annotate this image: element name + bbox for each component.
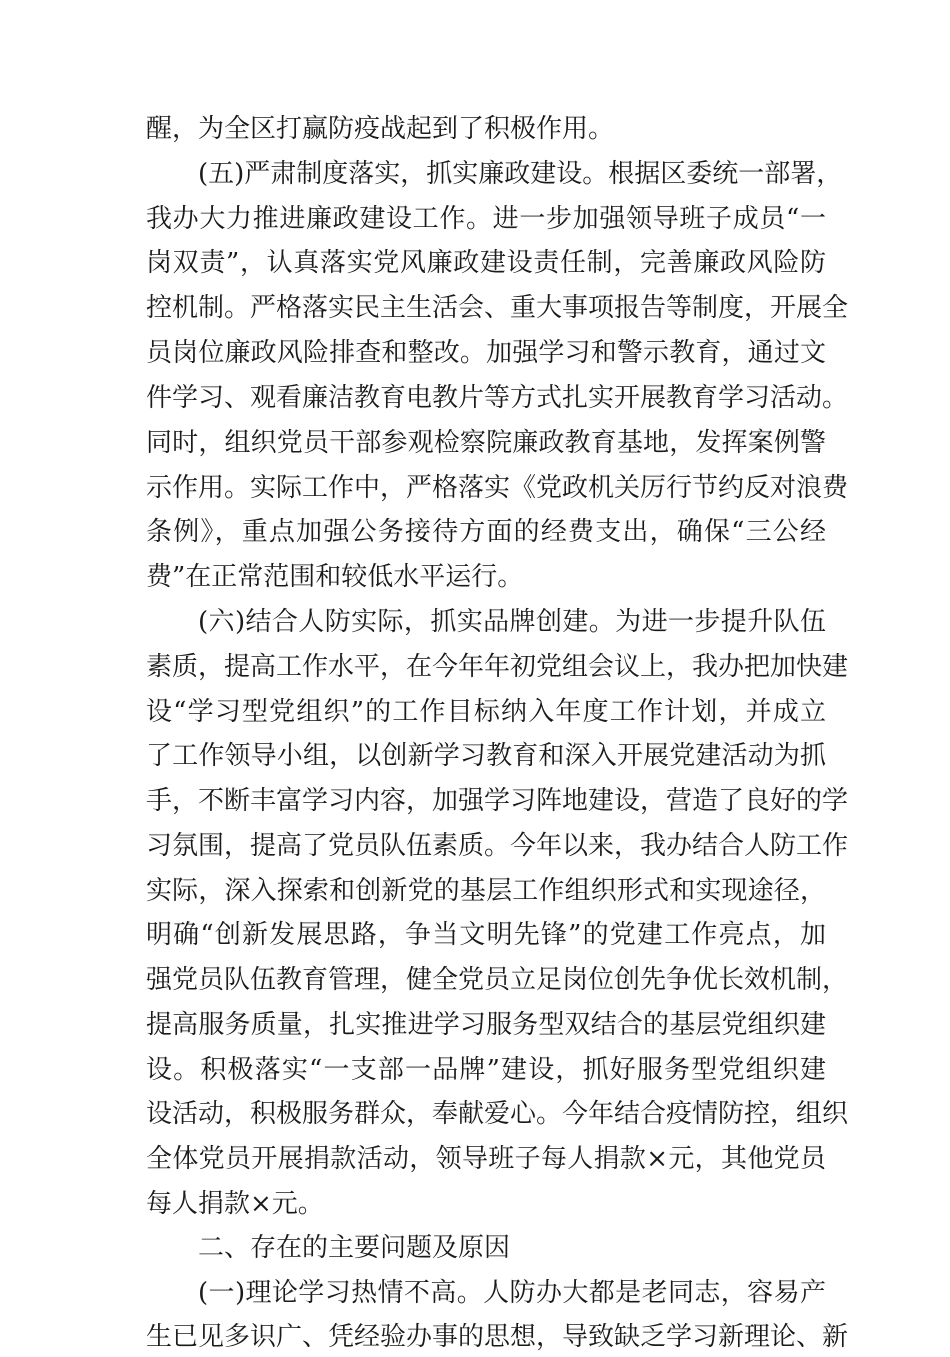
text-line: 提高服务质量，扎实推进学习服务型双结合的基层党组织建: [146, 1010, 826, 1040]
text-line: 示作用。实际工作中，严格落实《党政机关厉行节约反对浪费: [146, 473, 849, 503]
text-line: 醒，为全区打赢防疫战起到了积极作用。: [146, 114, 615, 144]
text-line: 岗双责”，认真落实党风廉政建设责任制，完善廉政风险防: [146, 248, 826, 278]
section-heading-6: (六)结合人防实际，抓实品牌创建。为进一步提升队伍: [198, 607, 826, 637]
text-line: 件学习、观看廉洁教育电教片等方式扎实开展教育学习活动。: [146, 383, 849, 413]
text-line: 明确“创新发展思路，争当文明先锋”的党建工作亮点，加: [146, 920, 826, 950]
text-line: 员岗位廉政风险排查和整改。加强学习和警示教育，通过文: [146, 338, 826, 368]
text-line: 实际，深入探索和创新党的基层工作组织形式和实现途径，: [146, 876, 826, 906]
text-line: 设活动，积极服务群众，奉献爱心。今年结合疫情防控，组织: [146, 1099, 849, 1129]
text-line: 生已见多识广、凭经验办事的思想，导致缺乏学习新理论、新: [146, 1322, 849, 1352]
subsection-heading-1: (一)理论学习热情不高。人防办大都是老同志，容易产: [198, 1278, 826, 1308]
text-line: 控机制。严格落实民主生活会、重大事项报告等制度，开展全: [146, 293, 849, 323]
text-line: 同时，组织党员干部参观检察院廉政教育基地，发挥案例警: [146, 428, 826, 458]
text-line: 手，不断丰富学习内容，加强学习阵地建设，营造了良好的学: [146, 786, 849, 816]
text-line: 条例》，重点加强公务接待方面的经费支出，确保“三公经: [146, 517, 826, 547]
text-line: 全体党员开展捐款活动，领导班子每人捐款×元，其他党员: [146, 1144, 826, 1174]
text-line: 我办大力推进廉政建设工作。进一步加强领导班子成员“一: [146, 204, 826, 234]
text-line: 费”在正常范围和较低水平运行。: [146, 562, 524, 592]
text-line: 强党员队伍教育管理，健全党员立足岗位创先争优长效机制，: [146, 965, 849, 995]
text-line: 设。积极落实“一支部一品牌”建设，抓好服务型党组织建: [146, 1055, 826, 1085]
text-line: 设“学习型党组织”的工作目标纳入年度工作计划，并成立: [146, 697, 826, 727]
section-heading-2: 二、存在的主要问题及原因: [198, 1233, 511, 1263]
text-line: 习氛围，提高了党员队伍素质。今年以来，我办结合人防工作: [146, 831, 849, 861]
section-heading-5: (五)严肃制度落实，抓实廉政建设。根据区委统一部署，: [198, 159, 843, 189]
text-line: 素质，提高工作水平，在今年年初党组会议上，我办把加快建: [146, 652, 849, 682]
text-line: 了工作领导小组，以创新学习教育和深入开展党建活动为抓: [146, 741, 826, 771]
text-line: 每人捐款×元。: [146, 1189, 324, 1219]
